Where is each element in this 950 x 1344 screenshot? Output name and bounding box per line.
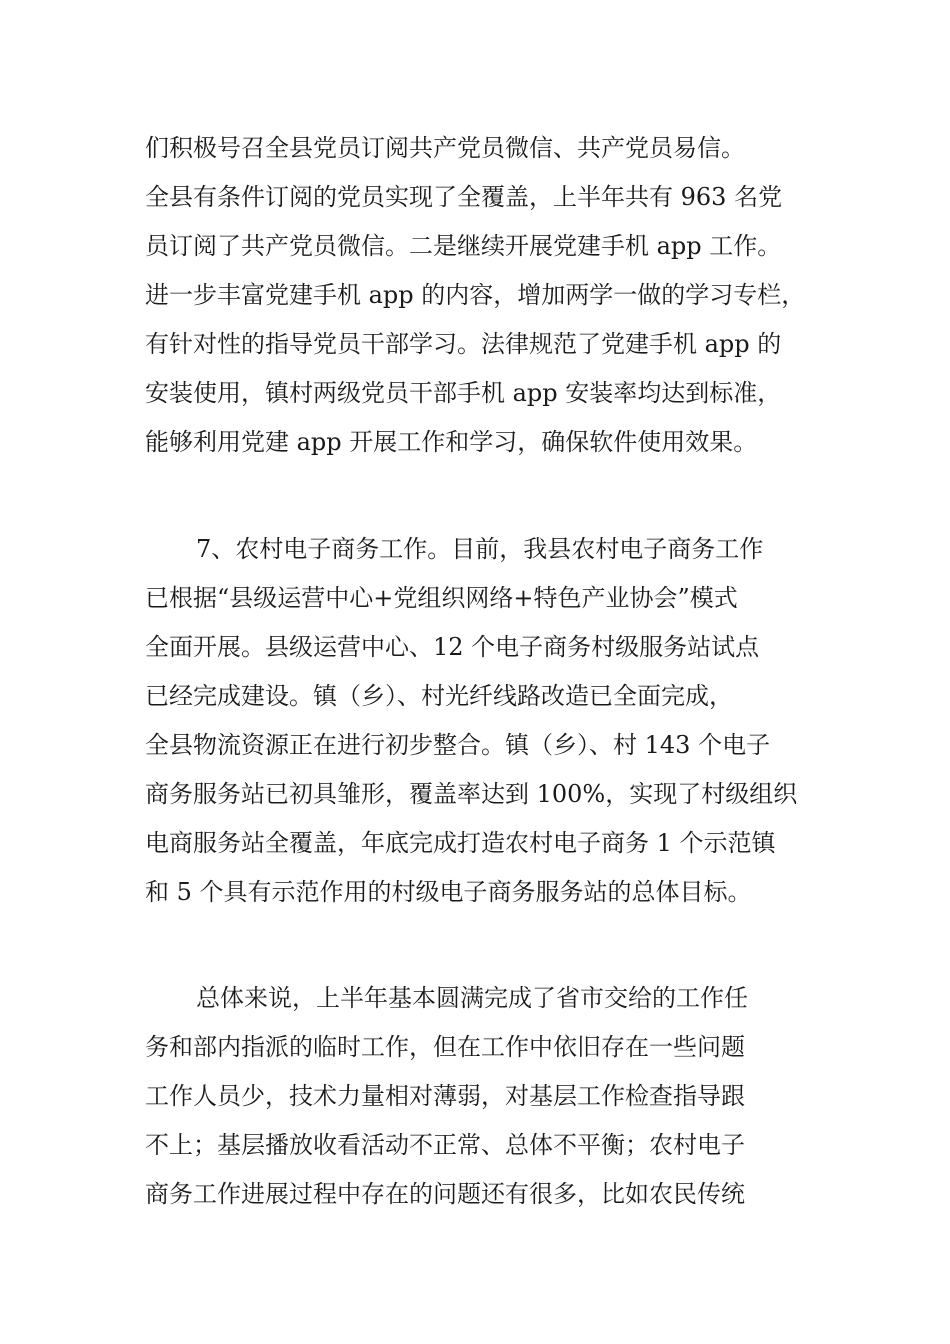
- paragraph-ecommerce: [145, 525, 845, 917]
- text-line: 已根据“县级运营中心+党组织网络+特色产业协会”模式: [145, 584, 738, 612]
- text-line: 员订阅了共产党员微信。二是继续开展党建手机 app 工作。: [145, 232, 782, 260]
- text-line: 工作人员少，技术力量相对薄弱，对基层工作检查指导跟: [145, 1082, 745, 1110]
- text-line: 务和部内指派的临时工作，但在工作中依旧存在一些问题: [145, 1033, 745, 1061]
- paragraph-party-app: [145, 124, 845, 467]
- text-line: 全面开展。县级运营中心、12 个电子商务村级服务站试点: [145, 633, 760, 661]
- text-line: 已经完成建设。镇（乡）、村光纤线路改造已全面完成，: [145, 682, 733, 710]
- paragraph-summary: [145, 974, 845, 1219]
- text-line: 电商服务站全覆盖，年底完成打造农村电子商务 1 个示范镇: [145, 829, 776, 857]
- text-line: 和 5 个具有示范作用的村级电子商务服务站的总体目标。: [145, 878, 752, 906]
- text-line: 商务服务站已初具雏形，覆盖率达到 100%，实现了村级组织: [145, 780, 798, 808]
- text-line: 总体来说，上半年基本圆满完成了省市交给的工作任: [196, 984, 748, 1012]
- text-line: 全县物流资源正在进行初步整合。镇（乡）、村 143 个电子: [145, 731, 771, 759]
- text-line: 们积极号召全县党员订阅共产党员微信、共产党员易信。: [145, 134, 745, 162]
- text-line: 商务工作进展过程中存在的问题还有很多，比如农民传统: [145, 1180, 745, 1208]
- text-line: 进一步丰富党建手机 app 的内容，增加两学一做的学习专栏，: [145, 281, 806, 309]
- text-line: 全县有条件订阅的党员实现了全覆盖，上半年共有 963 名党: [145, 183, 783, 211]
- text-line: 能够利用党建 app 开展工作和学习，确保软件使用效果。: [145, 428, 758, 456]
- text-line: 不上；基层播放收看活动不正常、总体不平衡；农村电子: [145, 1131, 745, 1159]
- text-line: 有针对性的指导党员干部学习。法律规范了党建手机 app 的: [145, 330, 782, 358]
- text-line: 安装使用，镇村两级党员干部手机 app 安装率均达到标准，: [145, 379, 782, 407]
- text-line: 7、农村电子商务工作。目前，我县农村电子商务工作: [196, 535, 764, 563]
